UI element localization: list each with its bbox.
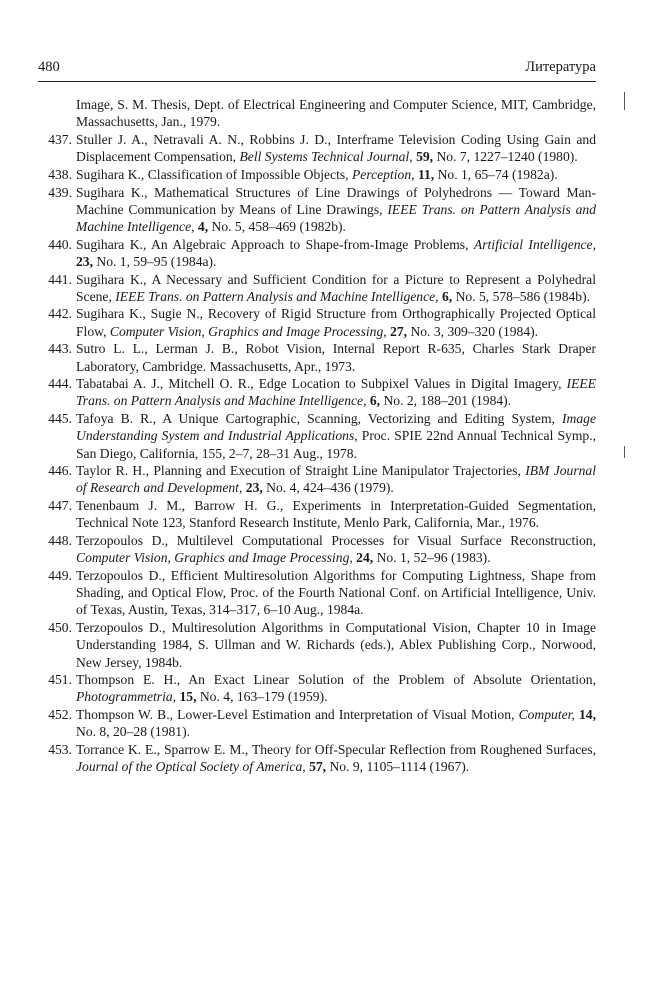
reference-authors-title: Sugihara K., Classification of Impossible Objects, — [76, 166, 352, 182]
reference-text — [76, 305, 596, 339]
page-number: 480 — [38, 59, 60, 75]
reference-number: 453. — [48, 742, 72, 758]
reference-authors-title: Thompson E. H., An Exact Linear Solution of the Problem of Absolute Orientation, — [76, 672, 596, 688]
reference-authors-title: Stuller J. A., Netravali A. N., Robbins J. D., Interframe Television Coding Using Gain and Displacement Compensation, — [76, 131, 596, 165]
reference-volume: 23, — [76, 253, 93, 269]
reference-entry — [38, 706, 596, 740]
reference-authors-title: Tafoya B. R., A Unique Cartographic, Scanning, Vectorizing and Editing System, — [76, 411, 563, 427]
reference-journal: Journal of the Optical Society of America, — [76, 759, 306, 775]
reference-authors-title: Sutro L. L., Lerman J. B., Robot Vision, Internal Report R-635, Charles Stark Draper Laboratory, Cambridge. Massachusetts, Apr., 1973. — [76, 341, 596, 374]
reference-number: 450. — [48, 620, 72, 636]
reference-volume: 23, — [245, 480, 263, 496]
reference-journal: Computer Vision, Graphics and Image Processing, — [109, 323, 387, 339]
reference-number: 440. — [48, 236, 72, 252]
reference-text — [76, 567, 596, 619]
reference-number: 451. — [48, 672, 72, 688]
reference-volume: 6, — [369, 393, 381, 409]
reference-volume: 15, — [179, 689, 197, 705]
reference-text — [76, 619, 596, 671]
reference-journal: Computer, — [518, 707, 575, 723]
reference-journal: Perception, — [351, 166, 415, 182]
reference-authors-title: Sugihara K., Sugie N., Recovery of Rigid Structure from Orthographically Projected Optical Flow, — [76, 306, 596, 339]
reference-entry — [38, 340, 596, 374]
reference-journal: Image Understanding System and Industrial Applications, — [76, 411, 596, 444]
reference-entry — [38, 184, 596, 236]
reference-details: No. 4, 424–436 (1979). — [262, 480, 394, 496]
reference-volume: 27, — [390, 323, 408, 339]
reference-entry — [38, 131, 596, 165]
reference-text — [76, 497, 596, 531]
reference-details: No. 5, 578–586 (1984b). — [452, 288, 591, 304]
reference-number: 437. — [48, 131, 72, 147]
scan-mark — [624, 446, 625, 458]
reference-number: 445. — [48, 411, 72, 427]
reference-entry — [38, 375, 596, 409]
reference-volume: 11, — [417, 166, 435, 182]
reference-list — [38, 96, 596, 776]
reference-entry — [38, 567, 596, 619]
reference-volume: 4, — [197, 218, 209, 234]
reference-authors-title: Tenenbaum J. M., Barrow H. G., Experiments in Interpretation-Guided Segmentation, Technical Note 123, Stanford Research Institute, Menlo Park, California, Mar., 1976. — [76, 498, 596, 531]
reference-authors-title: Taylor R. H., Planning and Execution of Straight Line Manipulator Trajectories, — [76, 463, 526, 479]
reference-number: 439. — [48, 184, 72, 200]
reference-details: No. 9, 1105–1114 (1967). — [326, 759, 470, 775]
reference-volume: 14, — [579, 707, 596, 723]
reference-details: No. 3, 309–320 (1984). — [407, 323, 539, 339]
reference-details: No. 1, 65–74 (1982a). — [434, 166, 558, 182]
reference-text — [76, 532, 596, 566]
reference-text — [76, 671, 596, 705]
reference-number: 449. — [48, 567, 72, 583]
reference-journal: IEEE Trans. on Pattern Analysis and Machine Intelligence, — [76, 376, 596, 409]
reference-number: 447. — [48, 498, 72, 514]
reference-entry — [38, 497, 596, 531]
reference-authors-title: Terzopoulos D., Multilevel Computational Processes for Visual Surface Reconstruction, — [76, 533, 596, 549]
reference-number: 441. — [48, 271, 72, 287]
continued-entry: Image, S. M. Thesis, Dept. of Electrical Engineering and Computer Science, MIT, Cambridge, Massachusetts, Jan., 1979. — [76, 97, 596, 130]
reference-text — [76, 410, 596, 462]
reference-authors-title: Thompson W. B., Lower-Level Estimation and Interpretation of Visual Motion, — [76, 707, 519, 723]
reference-volume: 59, — [416, 149, 434, 165]
page-header — [38, 59, 596, 81]
reference-text — [76, 271, 596, 305]
reference-text — [76, 184, 596, 236]
reference-volume: 24, — [356, 550, 374, 566]
reference-number: 446. — [48, 463, 72, 479]
reference-entry — [38, 305, 596, 339]
reference-details: No. 2, 188–201 (1984). — [380, 393, 512, 409]
header-rule — [38, 81, 596, 82]
reference-journal: Computer Vision, Graphics and Image Processing, — [76, 550, 353, 566]
reference-authors-title: Terzopoulos D., Multiresolution Algorithms in Computational Vision, Chapter 10 in Image Understanding 1984, S. Ullman and W. Richards (eds.), Ablex Publishing Corp., Norwood, New Jersey, 1984b. — [76, 620, 596, 670]
reference-entry — [38, 619, 596, 671]
reference-text — [76, 462, 596, 496]
reference-number: 444. — [48, 376, 72, 392]
reference-number: 448. — [48, 533, 72, 549]
reference-authors-title: Terzopoulos D., Efficient Multiresolution Algorithms for Computing Lightness, Shape from Shading, and Optical Flow, Proc. of the Fourth National Conf. on Artificial Intelligence, Univ. of Texas, Austin, Texas, 314–317, 6–10 Aug., 1984a. — [76, 567, 596, 618]
reference-entry — [38, 532, 596, 566]
reference-number: 452. — [48, 707, 72, 723]
reference-text — [76, 340, 596, 374]
reference-details: No. 4, 163–179 (1959). — [196, 689, 328, 705]
reference-number: 443. — [48, 341, 72, 357]
reference-volume: 6, — [441, 288, 453, 304]
reference-entry — [38, 410, 596, 462]
reference-text — [76, 236, 596, 270]
reference-journal: IEEE Trans. on Pattern Analysis and Machine Intelligence, — [76, 201, 596, 234]
reference-number: 438. — [48, 166, 72, 182]
reference-number: 442. — [48, 306, 72, 322]
reference-details: Proc. SPIE 22nd Annual Technical Symp., San Diego, California, 155, 2–7, 28–31 Aug., 1978. — [76, 428, 597, 461]
reference-entry — [38, 166, 596, 183]
reference-volume: 57, — [309, 759, 327, 775]
reference-authors-title: Sugihara K., Mathematical Structures of Line Drawings of Polyhedrons — Toward Man-Machine Communication by Means of Line Drawings, — [76, 184, 596, 217]
reference-text — [76, 131, 596, 165]
reference-details: No. 1, 59–95 (1984a). — [93, 253, 217, 269]
reference-text — [76, 741, 596, 775]
reference-details: No. 1, 52–96 (1983). — [373, 550, 491, 566]
reference-entry — [38, 236, 596, 270]
reference-entry — [38, 462, 596, 496]
reference-details: No. 5, 458–469 (1982b). — [208, 218, 346, 234]
reference-details: No. 7, 1227–1240 (1980). — [433, 149, 578, 165]
reference-journal: Photogrammetria, — [76, 689, 177, 705]
reference-text — [76, 375, 596, 409]
running-title: Литература — [525, 59, 596, 75]
reference-entry — [38, 671, 596, 705]
reference-journal: Artificial Intelligence, — [473, 236, 596, 252]
reference-entry — [38, 741, 596, 775]
reference-text — [76, 166, 596, 183]
reference-authors-title: Tabatabai A. J., Mitchell O. R., Edge Location to Subpixel Values in Digital Imagery, — [76, 376, 567, 392]
reference-journal: IEEE Trans. on Pattern Analysis and Machine Intelligence, — [115, 288, 439, 304]
reference-text — [76, 706, 596, 740]
reference-authors-title: Sugihara K., A Necessary and Sufficient Condition for a Picture to Represent a Polyhedral Scene, — [76, 271, 596, 304]
reference-details: No. 8, 20–28 (1981). — [76, 724, 191, 740]
reference-journal: IBM Journal of Research and Development, — [76, 463, 596, 496]
reference-journal: Bell Systems Technical Journal, — [239, 149, 413, 165]
reference-entry — [38, 271, 596, 305]
reference-authors-title: Torrance K. E., Sparrow E. M., Theory for Off-Specular Reflection from Roughened Surfaces, — [76, 742, 596, 758]
reference-authors-title: Sugihara K., An Algebraic Approach to Shape-from-Image Problems, — [76, 236, 474, 252]
entries-container — [38, 131, 596, 776]
scan-mark — [624, 92, 625, 110]
